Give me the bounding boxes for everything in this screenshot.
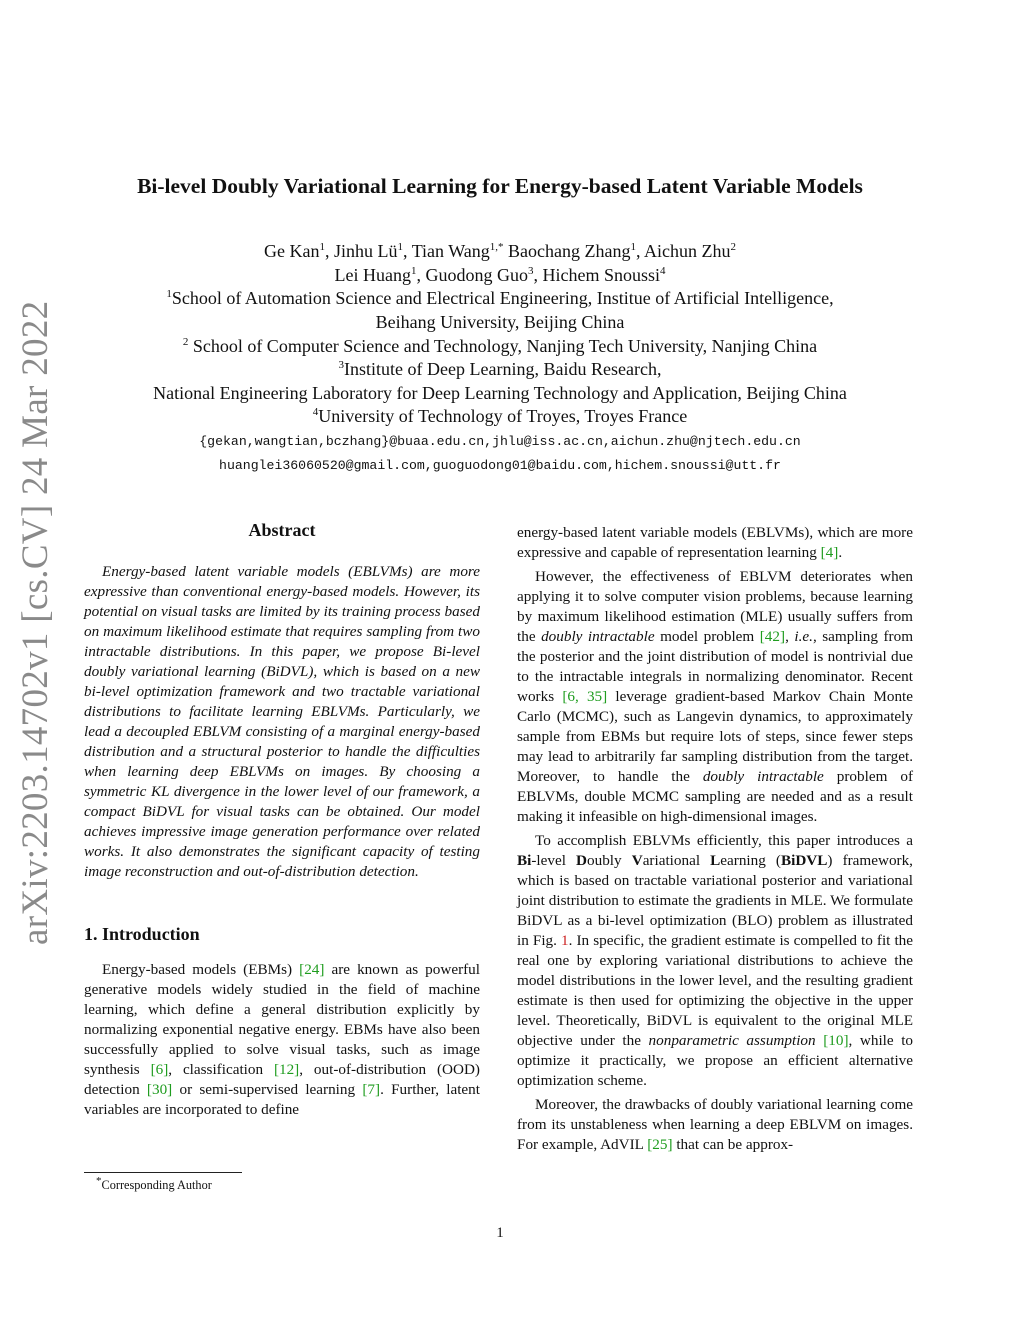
author: , Jinhu Lü	[325, 241, 398, 261]
affiliation-3-cont: National Engineering Laboratory for Deep Learning Technology and Application, Beijing China	[153, 383, 847, 403]
author: , Tian Wang	[403, 241, 490, 261]
right-paragraph-3: Moreover, the drawbacks of doubly variational learning come from its unstableness when learning a deep EBLVM on images. For example, AdVIL [25] that can be approx-	[517, 1096, 913, 1153]
author-affil-mark: 2	[730, 241, 736, 253]
author-affil-mark: 1,*	[489, 241, 504, 253]
email-line-1: {gekan,wangtian,bczhang}@buaa.edu.cn,jhlu@iss.ac.cn,aichun.zhu@njtech.edu.cn	[199, 434, 801, 449]
author: , Hichem Snoussi	[533, 265, 660, 285]
email-line-2: huanglei36060520@gmail.com,guoguodong01@baidu.com,hichem.snoussi@utt.fr	[219, 458, 781, 473]
authors-line-1	[0, 240, 1000, 264]
affil-mark: 2	[182, 336, 189, 348]
right-paragraph-1: However, the effectiveness of EBLVM deteriorates when applying it to solve computer vision problems, because learning by maximum likelihood estimation (MLE) usually suffers from the doubly intractable model problem [42], i.e., sampling from the posterior and the joint distribution of model is nontrivial due to the intractable integrals in normalizing denominator. Recent works [6, 35] leverage gradient-based Markov Chain Monte Carlo (MCMC), such as Langevin dynamics, to approximately sample from EBMs but require lots of steps, since fewer steps may lead to arbitrarily far sampling distribution from the target. Moreover, to handle the doubly intractable problem of EBLVMs, double MCMC sampling are needed and as a result making it infeasible on high-dimensional images.	[517, 568, 914, 825]
author-affil-mark: 1	[630, 241, 636, 253]
citation-link[interactable]: [6]	[150, 1061, 169, 1078]
author-affil-mark: 1	[319, 241, 325, 253]
abstract-heading: Abstract	[248, 520, 316, 540]
citation-link[interactable]: [12]	[273, 1061, 300, 1078]
affil-text: School of Computer Science and Technology, Nanjing Tech University, Nanjing China	[188, 336, 818, 356]
citation-link[interactable]: [10]	[823, 1032, 849, 1049]
affil-text: Institute of Deep Learning, Baidu Research,	[344, 359, 662, 379]
right-column	[517, 523, 913, 1155]
author-affil-mark: 1	[397, 241, 404, 253]
citation-link[interactable]: [4]	[820, 544, 839, 561]
affil-text: University of Technology of Troyes, Troyes France	[318, 406, 688, 426]
paper-title: Bi-level Doubly Variational Learning for Energy-based Latent Variable Models	[137, 174, 863, 198]
footnote-mark: *	[96, 1174, 102, 1187]
authors-line-2	[0, 264, 1000, 288]
citation-link[interactable]: [24]	[299, 961, 325, 978]
footnote-text: Corresponding Author	[101, 1178, 212, 1192]
author-affil-mark: 3	[527, 265, 534, 277]
citation-link[interactable]: [30]	[146, 1081, 173, 1098]
footnote-rule	[84, 1172, 242, 1173]
author: , Guodong Guo	[416, 265, 528, 285]
author-affil-mark: 4	[660, 265, 666, 277]
affiliation-1-cont: Beihang University, Beijing China	[375, 312, 625, 332]
citation-link[interactable]: [6, 35]	[562, 688, 608, 705]
author: Ge Kan	[264, 241, 320, 261]
affil-mark: 4	[312, 406, 319, 418]
affil-mark: 3	[338, 359, 345, 371]
affiliation-2	[0, 335, 1000, 359]
footnote	[96, 1174, 212, 1193]
affiliation-3	[0, 358, 1000, 382]
arxiv-identifier-sidebar: arXiv:2203.14702v1 [cs.CV] 24 Mar 2022	[15, 300, 56, 945]
author-affil-mark: 1	[410, 265, 417, 277]
right-paragraph-0: energy-based latent variable models (EBLVMs), which are more expressive and capable of representation learning [4].	[517, 524, 913, 561]
citation-link[interactable]: [7]	[362, 1081, 381, 1098]
left-column	[84, 520, 480, 1120]
page-number: 1	[496, 1225, 504, 1241]
author: , Aichun Zhu	[635, 241, 731, 261]
author: Baochang Zhang	[503, 241, 631, 261]
introduction-heading: 1. Introduction	[84, 924, 200, 944]
figure-link[interactable]: 1	[561, 932, 569, 949]
citation-link[interactable]: [25]	[647, 1136, 673, 1153]
citation-link[interactable]: [42]	[759, 628, 786, 645]
author: Lei Huang	[334, 265, 411, 285]
affil-mark: 1	[166, 288, 172, 300]
intro-paragraph-1: Energy-based models (EBMs) [24] are known as powerful generative models widely studied in the field of machine learning, which define a general distribution explicitly by normalizing exponential negative energy. EBMs have also been successfully applied to solve visual tasks, such as image synthesis [6], classification [12], out-of-distribution (OOD) detection [30] or semi-supervised learning [7]. Further, latent variables are incorporated to define	[84, 961, 480, 1118]
abstract-text: Energy-based latent variable models (EBLVMs) are more expressive than conventional energy-based models. However, its potential on visual tasks are limited by its training process based on maximum likelihood estimate that requires sampling from two intractable distributions. In this paper, we propose Bi-level doubly variational learning (BiDVL), which is based on a new bi-level optimization framework and two tractable variational distributions to facilitate learning EBLVMs. Particularly, we lead a decoupled EBLVM consisting of a marginal energy-based distribution and a structural posterior to handle the difficulties when learning deep EBLVMs on images. By choosing a symmetric KL divergence in the lower level of our framework, a compact BiDVL for visual tasks can be obtained. Our model achieves impressive image generation performance over related works. It also demonstrates the significant capacity of testing image reconstruction and out-of-distribution detection.	[84, 563, 480, 880]
right-paragraph-2: To accomplish EBLVMs efficiently, this paper introduces a Bi-level Doubly Variational Learning (BiDVL) framework, which is based on tractable variational posterior and variational joint distribution to estimate the gradients in MLE. We formulate BiDVL as a bi-level optimization (BLO) problem as illustrated in Fig. 1. In specific, the gradient estimate is compelled to fit the real one by exploring variational distributions to achieve the model distributions in the lower level, and the resulting gradient estimate is then used for optimizing the objective in the upper level. Theoretically, BiDVL is equivalent to the original MLE objective under the nonparametric assumption [10], while to optimize it practically, we propose an efficient alternative optimization scheme.	[517, 832, 914, 1089]
affiliation-1	[0, 287, 1000, 311]
affil-text: School of Automation Science and Electrical Engineering, Institue of Artificial Intelligence,	[171, 288, 834, 308]
affiliation-4	[0, 405, 1000, 429]
